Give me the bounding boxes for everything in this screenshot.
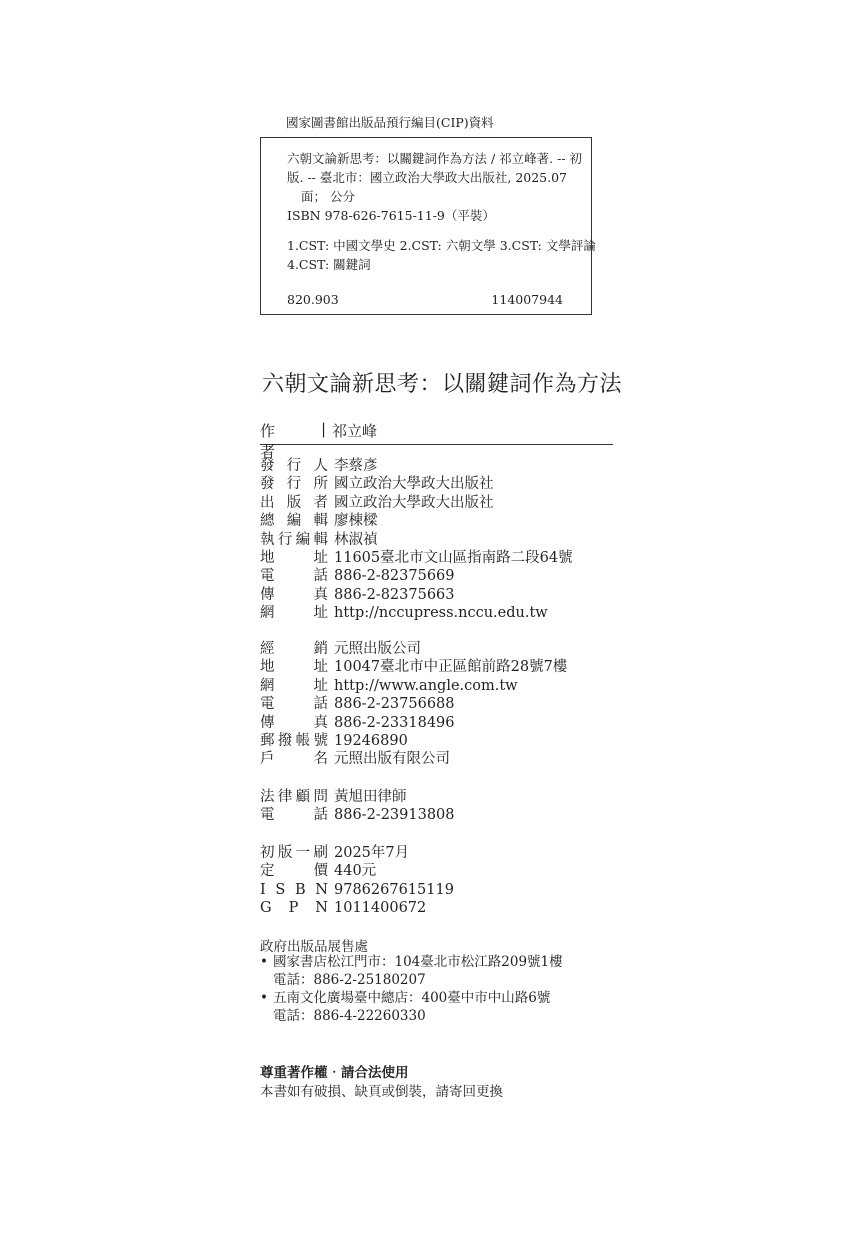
author-line	[260, 420, 613, 461]
info-value: 1011400672	[334, 900, 427, 917]
info-label: 初 版 一 刷	[260, 845, 328, 861]
cip-line-3: 面； 公分	[301, 189, 355, 204]
copyright-title: 尊重著作權‧請合法使用	[260, 1065, 409, 1081]
cip-line-2: 版. -- 臺北市：國立政治大學政大出版社, 2025.07	[287, 170, 568, 185]
info-label: 執 行 編 輯	[260, 531, 328, 548]
info-row	[260, 732, 567, 750]
store-phone: 電話：886-4-22260330	[273, 1008, 426, 1024]
info-row	[260, 677, 567, 695]
info-row	[260, 531, 573, 549]
copyright-note: 本書如有破損、缺頁或倒裝，請寄回更換	[260, 1084, 503, 1100]
info-row	[260, 750, 567, 768]
info-value: 886-2-23318496	[334, 714, 455, 731]
gov-sales-list	[260, 953, 563, 1025]
cip-line-5: 1.CST: 中國文學史 2.CST: 六朝文學 3.CST: 文學評論	[287, 238, 596, 253]
info-label: 傳 真	[260, 714, 328, 731]
edition-block	[260, 844, 454, 918]
info-label: 總 編 輯	[260, 513, 328, 530]
info-value: http://nccupress.nccu.edu.tw	[334, 605, 548, 622]
info-value: 886-2-82375669	[334, 568, 455, 585]
info-label: 郵 撥 帳 號	[260, 732, 328, 749]
author-name: 祁立峰	[332, 422, 378, 440]
info-label: 戶 名	[260, 751, 328, 768]
info-value: 2025年7月	[334, 845, 410, 861]
cip-line-1: 六朝文論新思考：以關鍵詞作為方法 / 祁立峰著. -- 初	[287, 151, 583, 166]
info-label: 電 話	[260, 696, 328, 713]
info-label: 發 行 所	[260, 476, 328, 493]
info-label: I S B N	[260, 881, 328, 898]
info-value: 886-2-23756688	[334, 696, 455, 713]
info-label: 網 址	[260, 605, 328, 622]
info-row	[260, 658, 567, 676]
list-item	[260, 953, 563, 971]
info-label: 法 律 顧 問	[260, 789, 328, 805]
info-value: 林淑禎	[334, 531, 378, 548]
cip-line-4: ISBN 978-626-7615-11-9（平裝）	[287, 208, 495, 223]
info-row	[260, 899, 454, 917]
store-phone: 電話：886-2-25180207	[273, 972, 426, 988]
info-value: 19246890	[334, 732, 408, 749]
info-label: 定 價	[260, 863, 328, 880]
info-label: 電 話	[260, 568, 328, 585]
info-value: http://www.angle.com.tw	[334, 677, 518, 694]
publisher-block	[260, 457, 573, 623]
info-row	[260, 714, 567, 732]
bullet-icon: •	[260, 990, 268, 1006]
info-value: 886-2-82375663	[334, 586, 455, 603]
info-label: 網 址	[260, 677, 328, 694]
info-row	[260, 457, 573, 475]
gov-sales-title: 政府出版品展售處	[260, 939, 368, 955]
info-label: G P N	[260, 900, 328, 917]
info-row	[260, 567, 573, 585]
bullet-icon: •	[260, 954, 268, 970]
info-row	[260, 640, 567, 658]
author-label: 作者	[260, 422, 298, 461]
info-label: 經 銷	[260, 641, 328, 657]
info-row	[260, 604, 573, 622]
info-row	[260, 586, 573, 604]
info-row	[260, 862, 454, 880]
info-value: 10047臺北市中正區館前路28號7樓	[334, 659, 568, 676]
info-value: 元照出版公司	[334, 641, 421, 657]
info-value: 黃旭田律師	[334, 789, 407, 805]
info-value: 9786267615119	[334, 881, 454, 898]
info-value: 11605臺北市文山區指南路二段64號	[334, 549, 573, 566]
distributor-block	[260, 640, 567, 769]
info-value: 國立政治大學政大出版社	[334, 476, 494, 493]
info-row	[260, 881, 454, 899]
store-name: 國家書店松江門市：104臺北市松江路209號1樓	[273, 954, 563, 970]
info-label: 發 行 人	[260, 458, 328, 474]
info-row	[260, 695, 567, 713]
info-label: 傳 真	[260, 586, 328, 603]
store-name: 五南文化廣場臺中總店：400臺中市中山路6號	[273, 990, 551, 1006]
cip-class-number: 820.903	[287, 292, 339, 307]
info-value: 元照出版有限公司	[334, 751, 450, 768]
info-label: 地 址	[260, 659, 328, 676]
info-value: 廖棟樑	[334, 513, 378, 530]
info-value: 886-2-23913808	[334, 807, 455, 824]
book-title: 六朝文論新思考：以關鍵詞作為方法	[262, 372, 623, 397]
info-row	[260, 475, 573, 493]
info-value: 李蔡彥	[334, 458, 378, 474]
cip-heading: 國家圖書館出版品預行編目(CIP)資料	[286, 115, 494, 130]
info-label: 地 址	[260, 549, 328, 566]
info-value: 440元	[334, 863, 377, 880]
info-row	[260, 806, 455, 824]
legal-block	[260, 788, 455, 825]
info-row	[260, 788, 455, 806]
info-label: 出 版 者	[260, 494, 328, 511]
info-row	[260, 494, 573, 512]
info-row	[260, 549, 573, 567]
list-item	[260, 989, 563, 1007]
author-separator: |	[321, 420, 327, 438]
cip-record-number: 114007944	[491, 292, 563, 307]
info-value: 國立政治大學政大出版社	[334, 494, 494, 511]
cip-record-box	[260, 137, 596, 315]
cip-line-6: 4.CST: 關鍵詞	[287, 257, 371, 272]
info-row	[260, 844, 454, 862]
info-row	[260, 512, 573, 530]
info-label: 電 話	[260, 807, 328, 824]
